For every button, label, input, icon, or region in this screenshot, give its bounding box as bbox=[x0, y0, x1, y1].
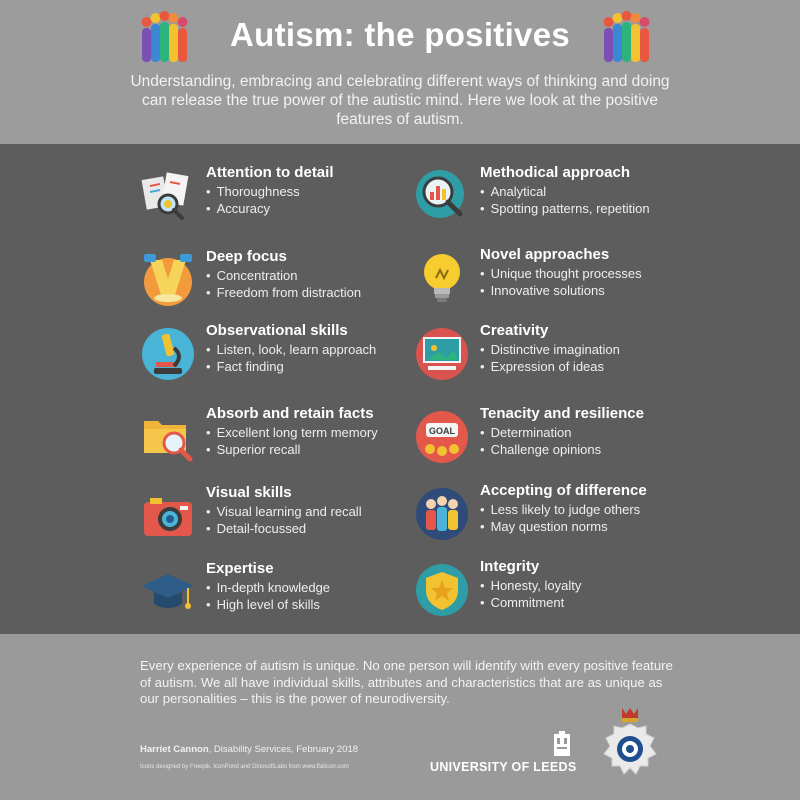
feature-text bbox=[480, 405, 700, 458]
feature-bullets bbox=[206, 424, 426, 458]
feature-item bbox=[414, 246, 684, 316]
feature-bullets bbox=[480, 341, 700, 375]
police-badge-icon bbox=[600, 704, 660, 784]
feature-bullets bbox=[206, 267, 426, 301]
feature-bullets bbox=[480, 183, 700, 217]
feature-bullet: • Commitment bbox=[480, 594, 700, 611]
feature-item bbox=[414, 558, 684, 628]
feature-bullet: • Concentration bbox=[206, 267, 426, 284]
footer-text: Every experience of autism is unique. No one person will identify with every positive feature of autism. We all have individual skills, attributes and characteristics that are as unique as our personalities – this is the power of neurodiversity. bbox=[140, 658, 673, 706]
feature-bullets bbox=[206, 341, 426, 375]
feature-bullets bbox=[206, 579, 426, 613]
feature-item bbox=[140, 248, 410, 318]
university-name: UNIVERSITY OF LEEDS bbox=[430, 760, 577, 774]
feature-title: Accepting of difference bbox=[480, 482, 647, 499]
feature-bullets bbox=[480, 424, 700, 458]
feature-title: Integrity bbox=[480, 558, 540, 575]
feature-bullet: • Detail-focussed bbox=[206, 520, 426, 537]
feature-bullet: • Visual learning and recall bbox=[206, 503, 426, 520]
feature-bullet: • Thoroughness bbox=[206, 183, 426, 200]
feature-title: Tenacity and resilience bbox=[480, 405, 644, 422]
university-crest-icon bbox=[548, 730, 576, 758]
feature-item bbox=[140, 405, 410, 475]
icon-credit: Icons designed by Freepik, IconPond and DinosoftLabs from www.flaticon.com bbox=[140, 764, 349, 770]
feature-text bbox=[480, 246, 700, 299]
feature-bullets bbox=[480, 577, 700, 611]
feature-text bbox=[206, 322, 426, 375]
feature-bullets bbox=[480, 265, 700, 299]
feature-bullet: • Expression of ideas bbox=[480, 358, 700, 375]
page-title: Autism: the positives bbox=[229, 16, 571, 53]
spotlight-icon bbox=[140, 252, 196, 308]
feature-title: Attention to detail bbox=[206, 164, 334, 181]
feature-bullet: • Analytical bbox=[480, 183, 700, 200]
microscope-icon bbox=[140, 326, 196, 382]
feature-bullet: • Spotting patterns, repetition bbox=[480, 200, 700, 217]
feature-bullet: • May question norms bbox=[480, 518, 700, 535]
feature-bullet: • Listen, look, learn approach bbox=[206, 341, 426, 358]
shield-star-icon bbox=[414, 562, 470, 618]
feature-bullets bbox=[206, 503, 426, 537]
feature-item bbox=[414, 322, 684, 392]
feature-item bbox=[414, 405, 684, 475]
feature-bullets bbox=[480, 501, 700, 535]
feature-item bbox=[414, 164, 684, 234]
feature-title: Observational skills bbox=[206, 322, 348, 339]
documents-magnifier-icon bbox=[140, 168, 196, 224]
feature-title: Methodical approach bbox=[480, 164, 631, 181]
feature-item bbox=[140, 484, 410, 554]
author-credit bbox=[140, 744, 358, 755]
camera-icon bbox=[140, 488, 196, 544]
feature-item bbox=[414, 482, 684, 552]
feature-text bbox=[480, 164, 700, 217]
footer bbox=[0, 634, 800, 800]
folder-magnifier-icon bbox=[140, 409, 196, 465]
feature-text bbox=[480, 322, 700, 375]
feature-text bbox=[480, 558, 700, 611]
lightbulb-icon bbox=[414, 250, 470, 306]
easel-icon bbox=[414, 326, 470, 382]
svg-text:GOAL: GOAL bbox=[429, 426, 455, 436]
feature-bullets bbox=[206, 183, 426, 217]
author-name: Harriet Cannon bbox=[140, 744, 209, 755]
feature-title: Creativity bbox=[480, 322, 549, 339]
feature-text bbox=[206, 164, 426, 217]
goal-icon bbox=[414, 409, 470, 465]
feature-text bbox=[206, 248, 426, 301]
feature-title: Novel approaches bbox=[480, 246, 610, 263]
page-subtitle: Understanding, embracing and celebrating different ways of thinking and doing can release the true power of the autistic mind. Here we look at the positive features of autism. bbox=[130, 73, 670, 128]
feature-text bbox=[206, 560, 426, 613]
feature-bullet: • In-depth knowledge bbox=[206, 579, 426, 596]
feature-item bbox=[140, 322, 410, 392]
header bbox=[0, 0, 800, 144]
feature-bullet: • Innovative solutions bbox=[480, 282, 700, 299]
feature-bullet: • Excellent long term memory bbox=[206, 424, 426, 441]
feature-item bbox=[140, 560, 410, 630]
feature-text bbox=[480, 482, 700, 535]
people-icon bbox=[414, 486, 470, 542]
feature-title: Deep focus bbox=[206, 248, 287, 265]
feature-text bbox=[206, 484, 426, 537]
feature-bullet: • High level of skills bbox=[206, 596, 426, 613]
feature-bullet: • Distinctive imagination bbox=[480, 341, 700, 358]
graduation-cap-icon bbox=[140, 564, 196, 620]
feature-bullet: • Determination bbox=[480, 424, 700, 441]
feature-item bbox=[140, 164, 410, 234]
features-grid bbox=[0, 144, 800, 634]
feature-bullet: • Freedom from distraction bbox=[206, 284, 426, 301]
feature-bullet: • Challenge opinions bbox=[480, 441, 700, 458]
feature-bullet: • Honesty, loyalty bbox=[480, 577, 700, 594]
feature-bullet: • Fact finding bbox=[206, 358, 426, 375]
feature-bullet: • Unique thought processes bbox=[480, 265, 700, 282]
feature-text bbox=[206, 405, 426, 458]
feature-title: Absorb and retain facts bbox=[206, 405, 374, 422]
feature-bullet: • Less likely to judge others bbox=[480, 501, 700, 518]
author-details: , Disability Services, February 2018 bbox=[208, 744, 359, 755]
feature-title: Visual skills bbox=[206, 484, 292, 501]
feature-title: Expertise bbox=[206, 560, 274, 577]
feature-bullet: • Accuracy bbox=[206, 200, 426, 217]
chart-magnifier-icon bbox=[414, 168, 470, 224]
feature-bullet: • Superior recall bbox=[206, 441, 426, 458]
